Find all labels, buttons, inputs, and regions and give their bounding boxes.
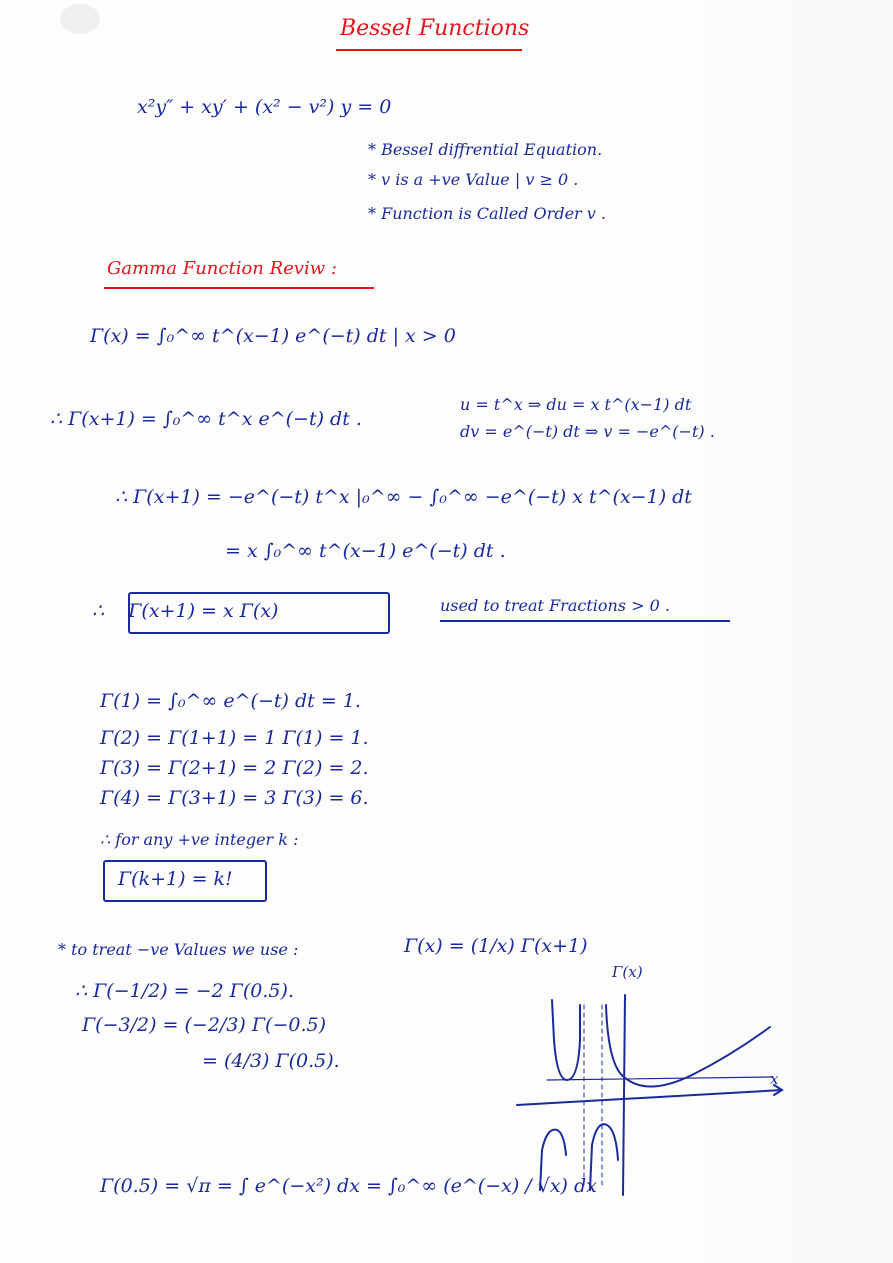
graph-y-label: Γ(x) bbox=[612, 963, 643, 981]
bessel-equation: x²y″ + xy′ + (x² − v²) y = 0 bbox=[137, 96, 392, 118]
gamma-section-heading: Gamma Function Reviw : bbox=[107, 258, 337, 279]
curve-branch-main bbox=[606, 1005, 770, 1087]
guide-line bbox=[547, 1077, 772, 1080]
title-underline bbox=[336, 49, 522, 51]
negative-example-2: Γ(−3/2) = (−2/3) Γ(−0.5) bbox=[82, 1014, 327, 1036]
graph-x-label: x bbox=[770, 1070, 779, 1088]
gamma-half-formula: Γ(0.5) = √π = ∫ e^(−x²) dx = ∫₀^∞ (e^(−x) / √x) dx bbox=[100, 1175, 597, 1197]
bessel-note-3: * Function is Called Order v . bbox=[368, 204, 606, 223]
negative-example-1: ∴ Γ(−1/2) = −2 Γ(0.5). bbox=[75, 980, 294, 1002]
integer-note: ∴ for any +ve integer k : bbox=[100, 830, 299, 849]
recurrence-text: Γ(x+1) = x Γ(x) bbox=[128, 600, 279, 622]
recurrence-note: used to treat Fractions > 0 . bbox=[440, 596, 670, 615]
negative-values-formula: Γ(x) = (1/x) Γ(x+1) bbox=[404, 935, 588, 957]
negative-example-3: = (4/3) Γ(0.5). bbox=[202, 1050, 340, 1072]
substitution-dv: dv = e^(−t) dt ⇒ v = −e^(−t) . bbox=[460, 422, 715, 441]
gamma-value-4: Γ(4) = Γ(3+1) = 3 Γ(3) = 6. bbox=[100, 787, 369, 809]
gamma-step-2: ∴ Γ(x+1) = −e^(−t) t^x |₀^∞ − ∫₀^∞ −e^(−t) x t^(x−1) dt bbox=[115, 486, 692, 508]
gamma-value-2: Γ(2) = Γ(1+1) = 1 Γ(1) = 1. bbox=[100, 727, 369, 749]
page-title: Bessel Functions bbox=[340, 16, 530, 41]
x-axis-line bbox=[517, 1090, 782, 1105]
gamma-step-1: ∴ Γ(x+1) = ∫₀^∞ t^x e^(−t) dt . bbox=[50, 408, 362, 430]
curve-branch-lower-left bbox=[540, 1130, 566, 1190]
gamma-step-3: = x ∫₀^∞ t^(x−1) e^(−t) dt . bbox=[225, 540, 506, 562]
y-axis-line bbox=[623, 995, 625, 1195]
section-underline bbox=[104, 287, 374, 289]
gamma-sketch-svg bbox=[512, 985, 797, 1200]
substitution-u: u = t^x ⇒ du = x t^(x−1) dt bbox=[460, 395, 692, 414]
scan-smudge bbox=[60, 4, 100, 34]
factorial-formula: Γ(k+1) = k! bbox=[118, 868, 233, 890]
curve-branch-upper-left bbox=[552, 1000, 580, 1080]
gamma-definition: Γ(x) = ∫₀^∞ t^(x−1) e^(−t) dt | x > 0 bbox=[90, 325, 456, 347]
negative-values-note: * to treat −ve Values we use : bbox=[58, 940, 299, 959]
gamma-value-3: Γ(3) = Γ(2+1) = 2 Γ(2) = 2. bbox=[100, 757, 369, 779]
recurrence-note-underline bbox=[440, 620, 730, 622]
curve-branch-lower-mid bbox=[590, 1124, 618, 1190]
gamma-value-1: Γ(1) = ∫₀^∞ e^(−t) dt = 1. bbox=[100, 690, 361, 712]
recurrence-formula: ∴ Γ(x+1) = x Γ(x) bbox=[92, 600, 279, 622]
bessel-note-1: * Bessel diffrential Equation. bbox=[368, 140, 603, 159]
gamma-sketch bbox=[512, 963, 797, 1200]
bessel-note-2: * v is a +ve Value | v ≥ 0 . bbox=[368, 170, 579, 189]
